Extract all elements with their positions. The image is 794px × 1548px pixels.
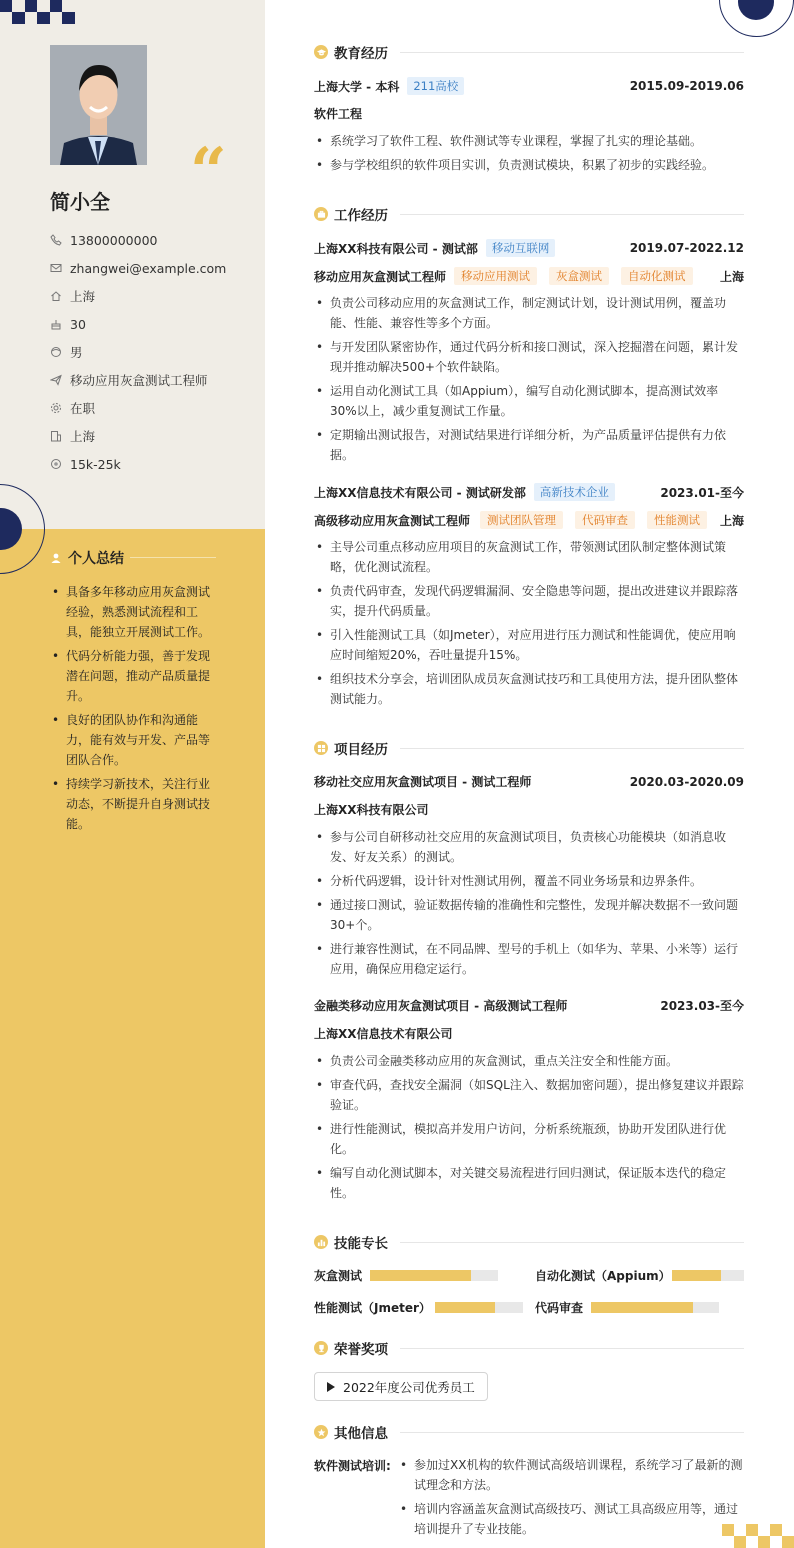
project-detail: • 进行兼容性测试，在不同品牌、型号的手机上（如华为、苹果、小米等）运行应用，确保应用稳定运行。 [314, 939, 744, 979]
skill-name: 代码审查 [535, 1301, 584, 1315]
summary-list [50, 582, 215, 838]
job-detail: • 负责公司移动应用的灰盒测试工作，制定测试计划，设计测试用例，覆盖功能、性能、兼容性等多个方面。 [314, 293, 744, 333]
project-company: 上海XX信息技术有限公司 [314, 1027, 453, 1041]
phone-icon [50, 234, 62, 246]
person-name: 简小全 [50, 190, 110, 214]
job-details [314, 293, 744, 469]
status-row [50, 394, 250, 422]
job-detail: • 主导公司重点移动应用项目的灰盒测试工作，带领测试团队制定整体测试策略，优化测试流程。 [314, 537, 744, 577]
school-tag: 211高校 [407, 77, 464, 95]
education-period: 2015.09-2019.06 [629, 79, 744, 93]
gear-icon [50, 402, 62, 414]
project-name: 金融类移动应用灰盒测试项目 - 高级测试工程师 [314, 999, 568, 1013]
education-major-row [314, 105, 744, 122]
location-text: 上海 [70, 289, 96, 304]
status-text: 在职 [70, 401, 96, 416]
skills-title: 技能专长 [334, 1236, 388, 1252]
skill-item [314, 1267, 498, 1284]
education-title: 教育经历 [334, 46, 388, 62]
home-icon [50, 290, 62, 302]
skill-fill [672, 1270, 721, 1281]
section-divider [400, 214, 744, 215]
section-divider [400, 1348, 744, 1349]
skills-heading [314, 1232, 744, 1252]
project-detail: • 编写自动化测试脚本，对关键交易流程进行回归测试，保证版本迭代的稳定性。 [314, 1163, 744, 1203]
projects-title: 项目经历 [334, 742, 388, 758]
position-row [50, 366, 250, 394]
projects-heading [314, 738, 744, 758]
salary-text: 15k-25k [70, 456, 121, 472]
summary-item: • 代码分析能力强，善于发现潜在问题，推动产品质量提升。 [50, 646, 215, 706]
graduation-cap-icon [314, 45, 328, 59]
training-details [398, 1455, 744, 1543]
job-period: 2023.01-至今 [660, 485, 744, 500]
project-details [314, 1051, 744, 1207]
award-item [314, 1372, 488, 1401]
job-header-row [314, 483, 744, 501]
training-label: 软件测试培训: [314, 1459, 391, 1473]
age-text: 30 [70, 316, 86, 332]
gender-icon [50, 346, 62, 358]
project-detail: • 审查代码，查找安全漏洞（如SQL注入、数据加密问题），提出修复建议并跟踪验证。 [314, 1075, 744, 1115]
city-row [50, 422, 250, 450]
job-detail: • 与开发团队紧密协作，通过代码分析和接口测试，深入挖掘潜在问题，累计发现并推动解决500+个软件缺陷。 [314, 337, 744, 377]
project-period: 2023.03-至今 [660, 999, 744, 1013]
skill-fill [591, 1302, 693, 1313]
summary-heading [50, 548, 124, 568]
summary-title: 个人总结 [68, 551, 124, 567]
summary-divider [130, 557, 216, 558]
coin-icon [50, 458, 62, 470]
chart-icon [314, 1235, 328, 1249]
education-detail: • 系统学习了软件工程、软件测试等专业课程，掌握了扎实的理论基础。 [314, 131, 744, 151]
project-detail: • 通过接口测试，验证数据传输的准确性和完整性，发现并解决数据不一致问题30+个。 [314, 895, 744, 935]
school-name: 上海大学 - 本科 [314, 79, 400, 94]
star-icon [314, 1425, 328, 1439]
job-header-row [314, 239, 744, 257]
age-row [50, 310, 250, 338]
job-role-row [314, 267, 744, 285]
trophy-icon [314, 1341, 328, 1355]
skill-fill [435, 1302, 495, 1313]
training-detail: • 培训内容涵盖灰盒测试高级技巧、测试工具高级应用等，通过培训提升了专业技能。 [398, 1499, 744, 1539]
skill-item [535, 1267, 744, 1284]
other-heading [314, 1422, 744, 1442]
other-title: 其他信息 [334, 1426, 388, 1442]
skill-bar [435, 1302, 523, 1313]
project-period: 2020.03-2020.09 [629, 774, 744, 789]
skill-bar [370, 1270, 498, 1281]
email-row [50, 254, 250, 282]
work-title: 工作经历 [334, 208, 388, 224]
sidebar [0, 0, 265, 1548]
award-text: 2022年度公司优秀员工 [343, 1379, 475, 1395]
job-detail: • 引入性能测试工具（如Jmeter），对应用进行压力测试和性能调优，使应用响应时间缩短20%，吞吐量提升15%。 [314, 625, 744, 665]
job-city: 上海 [719, 269, 744, 284]
user-icon [50, 552, 62, 564]
honors-title: 荣誉奖项 [334, 1342, 388, 1358]
location-row [50, 282, 250, 310]
job-industry-tag: 高新技术企业 [534, 483, 615, 501]
education-heading [314, 42, 744, 62]
cake-icon [50, 318, 62, 330]
project-name: 移动社交应用灰盒测试项目 - 测试工程师 [314, 775, 532, 789]
project-detail: • 参与公司自研移动社交应用的灰盒测试项目，负责核心功能模块（如消息收发、好友关系）的测试。 [314, 827, 744, 867]
email-text: zhangwei@example.com [70, 260, 227, 276]
skill-item [535, 1299, 719, 1316]
job-detail: • 负责代码审查，发现代码逻辑漏洞、安全隐患等问题，提出改进建议并跟踪落实，提升代码质量。 [314, 581, 744, 621]
project-detail: • 负责公司金融类移动应用的灰盒测试，重点关注安全和性能方面。 [314, 1051, 744, 1071]
project-details [314, 827, 744, 983]
job-detail: • 定期输出测试报告，对测试结果进行详细分析，为产品质量评估提供有力依据。 [314, 425, 744, 465]
education-detail: • 参与学校组织的软件项目实训，负责测试模块，积累了初步的实践经验。 [314, 155, 744, 175]
summary-item: • 良好的团队协作和沟通能力，能有效与开发、产品等团队合作。 [50, 710, 215, 770]
summary-item: • 持续学习新技术，关注行业动态，不断提升自身测试技能。 [50, 774, 215, 834]
project-detail: • 进行性能测试，模拟高并发用户访问，分析系统瓶颈，协助开发团队进行优化。 [314, 1119, 744, 1159]
phone-row [50, 226, 250, 254]
job-skill-tag: 代码审查 [575, 511, 635, 529]
section-divider [400, 52, 744, 53]
job-skill-tag: 性能测试 [647, 511, 707, 529]
contact-info [50, 226, 250, 478]
skill-item [314, 1299, 523, 1316]
project-detail: • 分析代码逻辑，设计针对性测试用例，覆盖不同业务场景和边界条件。 [314, 871, 744, 891]
skill-name: 灰盒测试 [314, 1269, 363, 1283]
section-divider [400, 748, 744, 749]
salary-row [50, 450, 250, 478]
project-company-row [314, 1025, 744, 1042]
skill-fill [370, 1270, 471, 1281]
city-text: 上海 [70, 429, 96, 444]
job-company: 上海XX信息技术有限公司 - 测试研发部 [314, 485, 526, 500]
checker-decoration-bottom [722, 1524, 794, 1548]
phone-text: 13800000000 [70, 232, 158, 248]
job-detail: • 组织技术分享会，培训团队成员灰盒测试技巧和工具使用方法，提升团队整体测试能力。 [314, 669, 744, 709]
play-icon [327, 1382, 335, 1392]
summary-item: • 具备多年移动应用灰盒测试经验，熟悉测试流程和工具，能独立开展测试工作。 [50, 582, 215, 642]
training-detail: • 参加过XX机构的软件测试高级培训课程，系统学习了最新的测试理念和方法。 [398, 1455, 744, 1495]
job-city: 上海 [719, 513, 744, 528]
job-skill-tag: 自动化测试 [621, 267, 693, 285]
mail-icon [50, 262, 62, 274]
education-details [314, 131, 744, 179]
job-role-row [314, 511, 744, 529]
major-name: 软件工程 [314, 107, 363, 121]
job-company: 上海XX科技有限公司 - 测试部 [314, 241, 478, 256]
send-icon [50, 374, 62, 386]
skill-name: 性能测试（Jmeter） [314, 1301, 431, 1315]
job-detail: • 运用自动化测试工具（如Appium），编写自动化测试脚本，提高测试效率30%以上，减少重复测试工作量。 [314, 381, 744, 421]
position-text: 移动应用灰盒测试工程师 [70, 373, 208, 388]
project-header-row [314, 997, 744, 1014]
job-skill-tag: 移动应用测试 [454, 267, 537, 285]
gender-row [50, 338, 250, 366]
grid-icon [314, 741, 328, 755]
project-company-row [314, 801, 744, 818]
briefcase-icon [314, 207, 328, 221]
work-heading [314, 204, 744, 224]
honors-heading [314, 1338, 744, 1358]
quote-mark-icon: “ [190, 134, 227, 209]
project-header-row [314, 773, 744, 790]
gender-text: 男 [70, 345, 83, 360]
job-period: 2019.07-2022.12 [629, 241, 744, 255]
education-school-row [314, 77, 744, 95]
avatar [50, 45, 147, 165]
job-details [314, 537, 744, 713]
building-icon [50, 430, 62, 442]
section-divider [400, 1242, 744, 1243]
checker-decoration [0, 0, 75, 24]
skill-bar [672, 1270, 744, 1281]
job-role: 高级移动应用灰盒测试工程师 [314, 513, 471, 528]
job-industry-tag: 移动互联网 [486, 239, 556, 257]
job-skill-tag: 测试团队管理 [480, 511, 563, 529]
job-skill-tag: 灰盒测试 [549, 267, 609, 285]
project-company: 上海XX科技有限公司 [314, 803, 429, 817]
skill-name: 自动化测试（Appium） [535, 1269, 671, 1283]
section-divider [400, 1432, 744, 1433]
job-role: 移动应用灰盒测试工程师 [314, 269, 447, 284]
skill-bar [591, 1302, 719, 1313]
